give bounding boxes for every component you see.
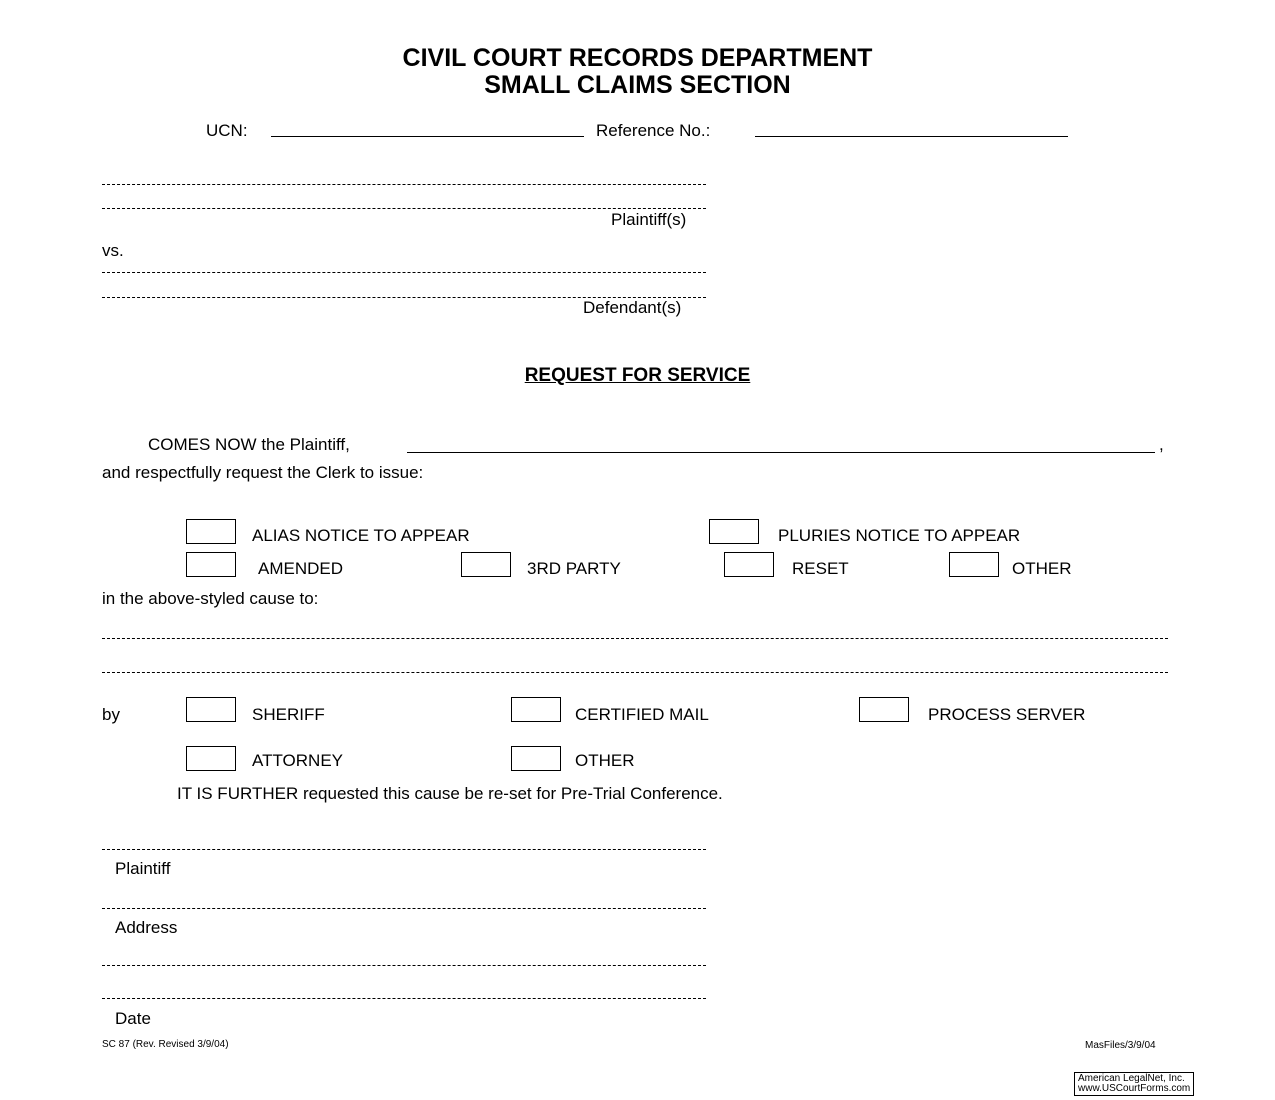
reference-label: Reference No.:: [596, 121, 711, 140]
alias-checkbox[interactable]: [186, 519, 236, 544]
pluries-label: PLURIES NOTICE TO APPEAR: [778, 526, 1021, 545]
reference-field[interactable]: [755, 136, 1068, 137]
attorney-label: ATTORNEY: [252, 751, 343, 770]
third-party-label: 3RD PARTY: [527, 559, 621, 578]
reset-label: RESET: [792, 559, 849, 578]
other-issue-checkbox[interactable]: [949, 552, 999, 577]
sheriff-checkbox[interactable]: [186, 697, 236, 722]
form-number: SC 87 (Rev. Revised 3/9/04): [102, 1039, 229, 1050]
process-server-label: PROCESS SERVER: [928, 705, 1086, 724]
comma: ,: [1159, 435, 1164, 454]
certified-mail-checkbox[interactable]: [511, 697, 561, 722]
file-reference: MasFiles/3/9/04: [1085, 1040, 1156, 1051]
vs-label: vs.: [102, 241, 124, 260]
publisher-stamp: [1074, 1072, 1194, 1096]
title-line-2: SMALL CLAIMS SECTION: [484, 71, 791, 99]
certified-mail-label: CERTIFIED MAIL: [575, 705, 709, 724]
plaintiff-name-line-2[interactable]: [102, 208, 706, 209]
cause-line-1[interactable]: [102, 638, 1168, 639]
request-text: and respectfully request the Clerk to issue:: [102, 463, 424, 482]
other-issue-label: OTHER: [1012, 559, 1072, 578]
amended-label: AMENDED: [258, 559, 344, 578]
third-party-checkbox[interactable]: [461, 552, 511, 577]
attorney-checkbox[interactable]: [186, 746, 236, 771]
cause-line-2[interactable]: [102, 672, 1168, 673]
publisher-stamp-line-2: www.USCourtForms.com: [1078, 1083, 1191, 1094]
ucn-field[interactable]: [271, 136, 584, 137]
defendant-name-line-1[interactable]: [102, 272, 706, 273]
by-label: by: [102, 705, 120, 724]
date-line[interactable]: [102, 998, 706, 999]
reset-checkbox[interactable]: [724, 552, 774, 577]
plaintiff-comes-now-field[interactable]: [407, 452, 1155, 453]
address-line-1[interactable]: [102, 908, 706, 909]
pluries-checkbox[interactable]: [709, 519, 759, 544]
address-label: Address: [115, 918, 178, 937]
plaintiff-name-line-1[interactable]: [102, 184, 706, 185]
other-service-label: OTHER: [575, 751, 635, 770]
address-line-2[interactable]: [102, 965, 706, 966]
publisher-stamp-line-1: American LegalNet, Inc.: [1078, 1073, 1185, 1084]
cause-text: in the above-styled cause to:: [102, 589, 319, 608]
alias-label: ALIAS NOTICE TO APPEAR: [252, 526, 470, 545]
plaintiff-label: Plaintiff: [115, 859, 171, 878]
amended-checkbox[interactable]: [186, 552, 236, 577]
form-heading: REQUEST FOR SERVICE: [524, 365, 751, 386]
ucn-label: UCN:: [206, 121, 248, 140]
defendants-label: Defendant(s): [583, 298, 682, 317]
plaintiff-signature-line[interactable]: [102, 849, 706, 850]
further-text: IT IS FURTHER requested this cause be re-set for Pre-Trial Conference.: [177, 784, 723, 803]
title-line-1: CIVIL COURT RECORDS DEPARTMENT: [402, 44, 873, 72]
plaintiffs-label: Plaintiff(s): [611, 210, 687, 229]
process-server-checkbox[interactable]: [859, 697, 909, 722]
sheriff-label: SHERIFF: [252, 705, 325, 724]
other-service-checkbox[interactable]: [511, 746, 561, 771]
date-label: Date: [115, 1009, 151, 1028]
comes-now-text: COMES NOW the Plaintiff,: [148, 435, 350, 454]
